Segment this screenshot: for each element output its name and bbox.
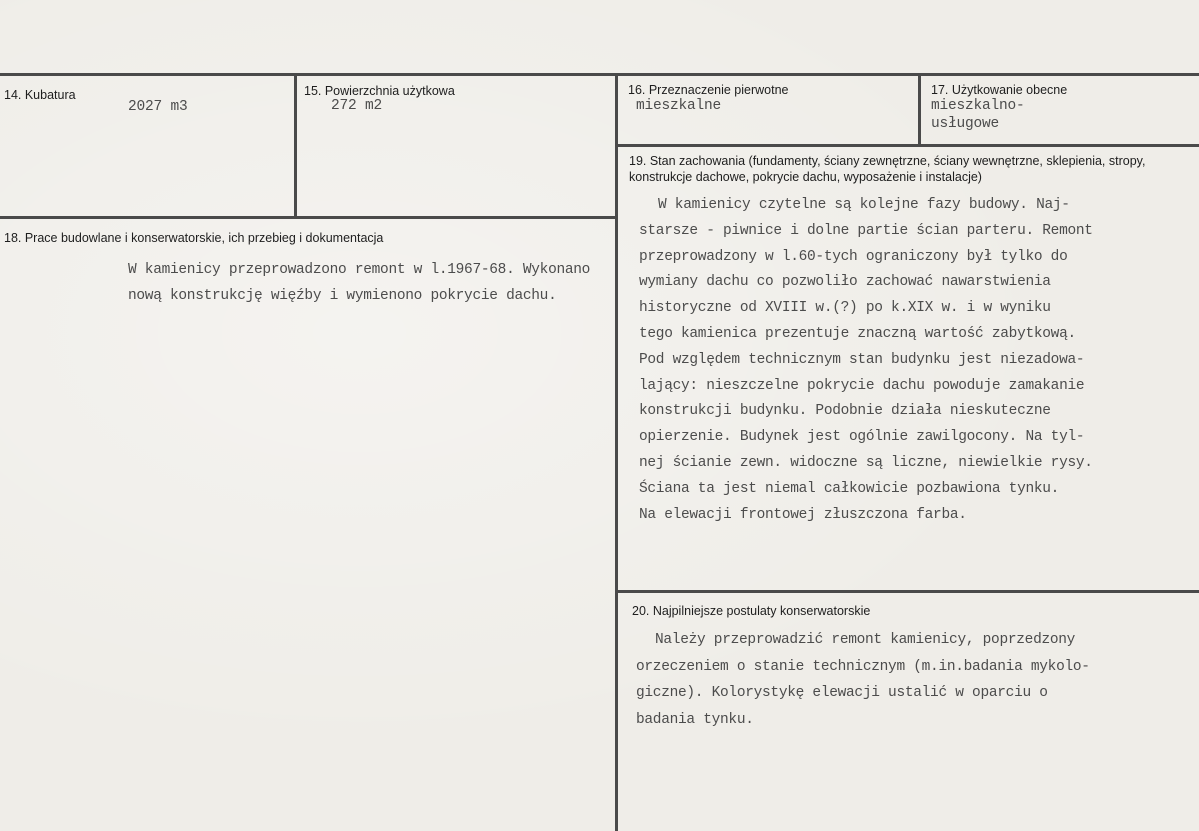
text-line: Ściana ta jest niemal całkowicie pozbawiona tynku. [639, 480, 1060, 497]
divider-16-17 [918, 73, 921, 147]
field-20-text [636, 627, 1090, 734]
field-19-label: 19. Stan zachowania (fundamenty, ściany zewnętrzne, ściany wewnętrzne, sklepienia, stropy, konstrukcje dachowe, pokrycie dachu, wyposażenie i instalacje) [629, 154, 1146, 184]
rule-under-16-17 [615, 144, 1199, 147]
text-line: W kamienicy przeprowadzono remont w l.1967-68. Wykonano [128, 262, 591, 278]
field-16-label: 16. Przeznaczenie pierwotne [628, 83, 789, 97]
field-14-label: 14. Kubatura [4, 88, 76, 102]
text-line: orzeczeniem o stanie technicznym (m.in.badania mykolo- [636, 658, 1090, 675]
field-16-value: mieszkalne [636, 98, 722, 114]
field-20-label: 20. Najpilniejsze postulaty konserwatorskie [632, 604, 871, 618]
rule-above-20 [615, 590, 1199, 593]
divider-14-15 [294, 73, 297, 219]
text-line: wymiany dachu co pozwoliło zachować nawarstwienia [639, 274, 1051, 291]
field-17-label: 17. Użytkowanie obecne [931, 83, 1068, 97]
text-line: Na elewacji frontowej złuszczona farba. [639, 506, 967, 523]
field-15-value: 272 m2 [331, 98, 383, 114]
rule-above-18 [0, 216, 618, 219]
text-line: nej ścianie zewn. widoczne są liczne, niewielkie rysy. [639, 454, 1093, 471]
text-line: Pod względem technicznym stan budynku jest niezadowa- [639, 351, 1085, 368]
text-line: tego kamienica prezentuje znaczną wartość zabytkową. [639, 325, 1076, 342]
top-rule [0, 73, 1199, 76]
text-line: lający: nieszczelne pokrycie dachu powoduje zamakanie [639, 377, 1085, 394]
field-17-value-line2: usługowe [931, 116, 1000, 132]
text-line: opierzenie. Budynek jest ogólnie zawilgocony. Na tyl- [639, 429, 1085, 446]
text-line: badania tynku. [636, 712, 754, 729]
field-19-text [639, 193, 1093, 528]
field-14-value: 2027 m3 [128, 99, 188, 115]
text-line: starsze - piwnice i dolne partie ścian parteru. Remont [639, 222, 1093, 239]
field-18-text [128, 257, 590, 309]
text-line: historyczne od XVIII w.(?) po k.XIX w. i w wyniku [639, 300, 1051, 317]
text-line: Należy przeprowadzić remont kamienicy, poprzedzony [655, 632, 1076, 648]
text-line: konstrukcji budynku. Podobnie działa nieskuteczne [639, 403, 1051, 420]
text-line: W kamienicy czytelne są kolejne fazy budowy. Naj- [658, 197, 1070, 213]
text-line: nową konstrukcję więźby i wymienono pokrycie dachu. [128, 288, 557, 304]
field-15-label: 15. Powierzchnia użytkowa [304, 84, 455, 98]
field-18-label: 18. Prace budowlane i konserwatorskie, ich przebieg i dokumentacja [4, 231, 384, 245]
divider-main [615, 73, 618, 831]
field-17-value-line1: mieszkalno- [931, 98, 1025, 114]
text-line: giczne). Kolorystykę elewacji ustalić w oparciu o [636, 685, 1048, 702]
text-line: przeprowadzony w l.60-tych ograniczony był tylko do [639, 248, 1068, 265]
